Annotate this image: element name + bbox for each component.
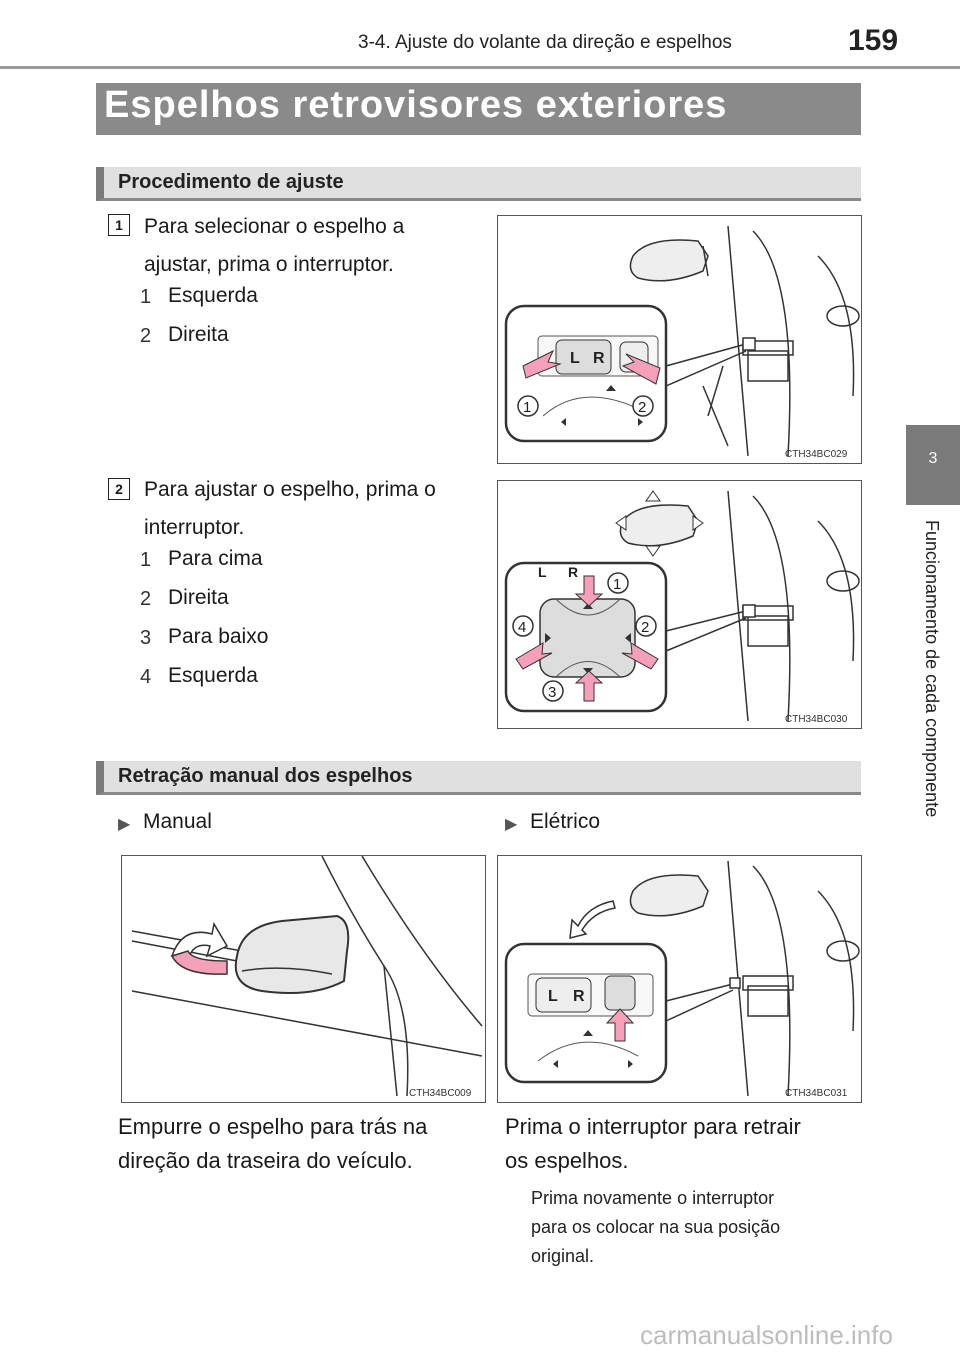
figure-code: CTH34BC009 xyxy=(409,1088,472,1099)
bullet-arrow-icon: ▶ xyxy=(118,816,131,833)
figure-electric-retraction xyxy=(497,855,862,1103)
switch-label-left: L xyxy=(548,988,558,1005)
callout-number: 2 xyxy=(641,619,650,636)
chapter-tab-number: 3 xyxy=(928,450,938,467)
header-rule xyxy=(0,66,960,69)
item-number: 2 xyxy=(140,325,152,347)
switch-label-right: R xyxy=(573,988,585,1005)
item-label: Para cima xyxy=(168,547,263,570)
manual-caption-line2: direção da traseira do veículo. xyxy=(118,1148,413,1173)
step-number-box: 2 xyxy=(108,478,130,500)
figure-code: CTH34BC031 xyxy=(785,1088,848,1099)
electric-caption-line1: Prima o interruptor para retrair xyxy=(505,1114,801,1139)
step2-text xyxy=(144,471,479,547)
electric-caption-line2: os espelhos. xyxy=(505,1148,629,1173)
step1-line2: ajustar, prima o interruptor. xyxy=(144,253,394,276)
item-number: 2 xyxy=(140,588,152,610)
electric-note xyxy=(531,1184,856,1271)
step2-line1: Para ajustar o espelho, prima o xyxy=(144,478,436,501)
item-label: Direita xyxy=(168,586,229,609)
callout-number: 1 xyxy=(613,576,622,593)
watermark: carmanualsonline.info xyxy=(640,1320,893,1350)
item-number: 3 xyxy=(140,627,152,649)
switch-label-right: R xyxy=(593,350,605,367)
item-label: Esquerda xyxy=(168,284,258,307)
callout-number: 1 xyxy=(523,399,532,416)
chapter-tab-label: Funcionamento de cada componente xyxy=(922,520,942,818)
callout-number: 4 xyxy=(518,619,527,636)
section-heading-procedure xyxy=(96,167,861,201)
item-label: Direita xyxy=(168,323,229,346)
page-title: Espelhos retrovisores exteriores xyxy=(104,84,728,126)
figure-mirror-select-switch xyxy=(497,215,862,464)
figure-mirror-adjust-switch xyxy=(497,480,862,729)
figure-manual-retraction xyxy=(121,855,486,1103)
electric-note-line1: Prima novamente o interruptor xyxy=(531,1188,775,1208)
item-number: 1 xyxy=(140,549,152,571)
item-number: 1 xyxy=(140,286,152,308)
manual-label: Manual xyxy=(143,810,212,833)
figure-code: CTH34BC029 xyxy=(785,449,848,460)
section-heading-text: Retração manual dos espelhos xyxy=(118,765,413,787)
switch-label-left: L xyxy=(570,350,580,367)
figure-code: CTH34BC030 xyxy=(785,714,848,725)
switch-label-right: R xyxy=(568,564,579,580)
switch-label-left: L xyxy=(538,564,547,580)
electric-caption xyxy=(505,1110,857,1178)
step2-line2: interruptor. xyxy=(144,516,245,539)
page-number: 159 xyxy=(848,24,899,57)
callout-number: 2 xyxy=(638,399,647,416)
bullet-arrow-icon: ▶ xyxy=(505,816,518,833)
section-heading-text: Procedimento de ajuste xyxy=(118,171,344,193)
callout-number: 3 xyxy=(548,684,557,701)
manual-caption xyxy=(118,1110,478,1178)
section-heading-retraction xyxy=(96,761,861,795)
item-label: Para baixo xyxy=(168,625,269,648)
step1-text xyxy=(144,208,479,284)
manual-caption-line1: Empurre o espelho para trás na xyxy=(118,1114,428,1139)
electric-label: Elétrico xyxy=(530,810,601,833)
step-number-box: 1 xyxy=(108,214,130,236)
step1-line1: Para selecionar o espelho a xyxy=(144,215,405,238)
electric-note-line3: original. xyxy=(531,1246,595,1266)
header-section-title: 3-4. Ajuste do volante da direção e espelhos xyxy=(358,32,732,53)
item-label: Esquerda xyxy=(168,664,258,687)
item-number: 4 xyxy=(140,666,152,688)
electric-note-line2: para os colocar na sua posição xyxy=(531,1217,781,1237)
